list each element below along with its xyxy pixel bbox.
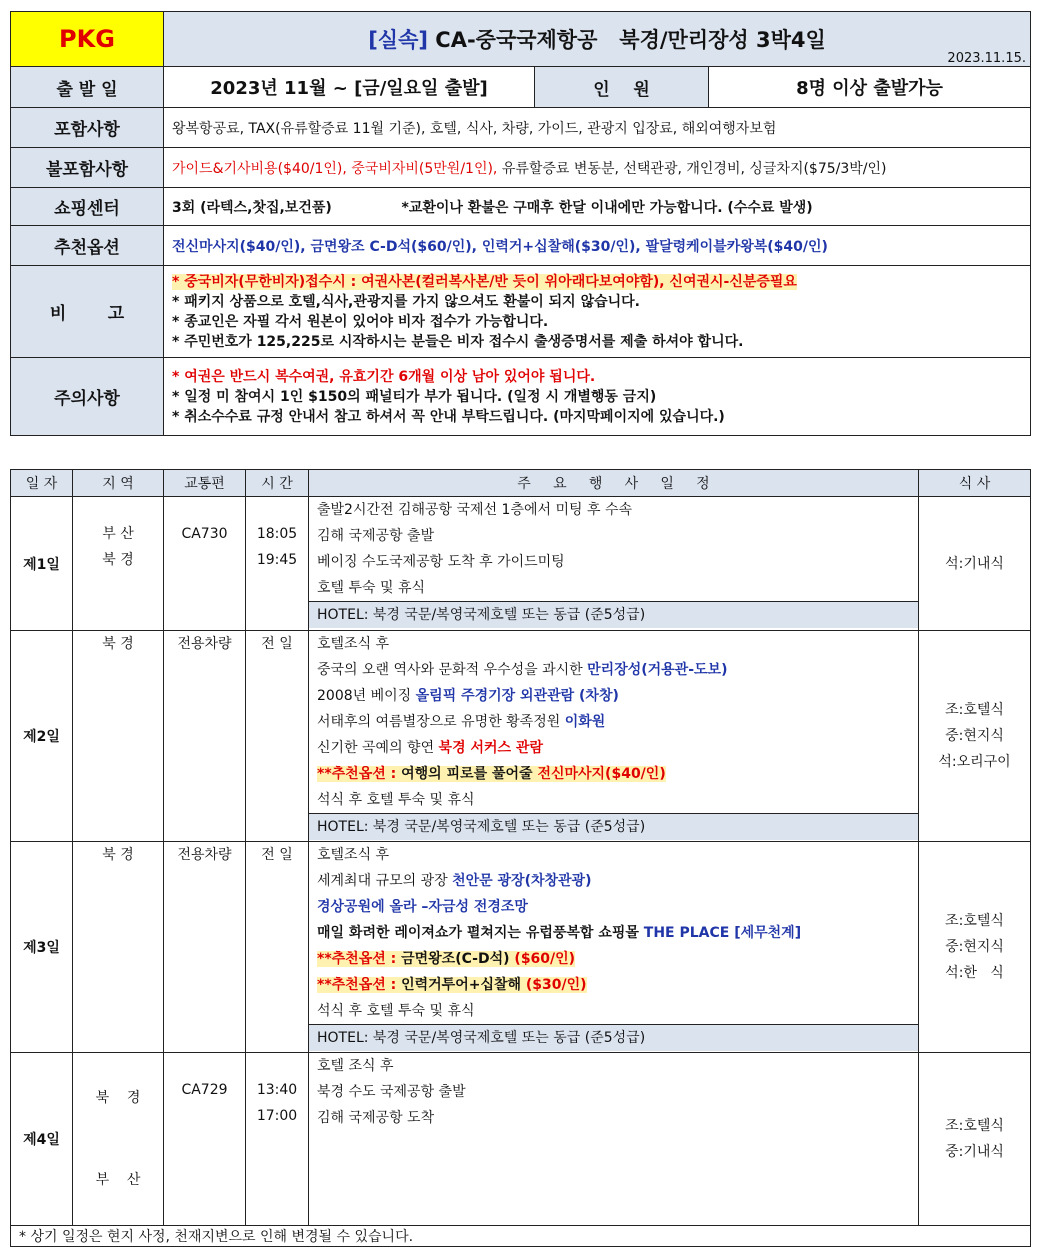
day3-meal-1: 조:호텔식 [945, 913, 1004, 929]
day1-time [246, 497, 309, 631]
day3-meal-2: 중:현지식 [945, 939, 1004, 955]
excluded-red-text: 가이드&기사비용($40/1인), 중국비자비(5만원/1인), [172, 160, 498, 177]
day2-option-label: **추천옵션 : [317, 766, 402, 782]
options-text: 전신마사지($40/인), 금면왕조 C-D석($60/인), 인력거+십찰해($30/인), 팔달령케이블카왕복($40/인) [164, 226, 1031, 266]
day3-line-7: 석식 후 호텔 투숙 및 휴식 [317, 1003, 475, 1019]
issue-date: 2023.11.15. [947, 51, 1026, 66]
day2-line-3-highlight: 올림픽 주경기장 외관관람 (차창) [415, 688, 619, 704]
day1-region [73, 497, 164, 631]
day4-time [246, 1053, 309, 1226]
people-label: 인 원 [535, 67, 709, 108]
day2-line-3 [309, 683, 918, 709]
day3-line-4 [309, 920, 918, 946]
day2-hotel: HOTEL: 북경 국문/복영국제호텔 또는 동급 (준5성급) [309, 813, 918, 840]
day3-meal [919, 842, 1031, 1053]
day3-line-4-text: 매일 화려한 레이져쇼가 펼쳐지는 유럽풍복합 쇼핑몰 [317, 925, 644, 941]
header-schedule: 주 요 행 사 일 정 [309, 470, 919, 497]
day2-activities [309, 631, 919, 842]
day1-line-3: 베이징 수도국제공항 도착 후 가이드미팅 [317, 554, 565, 570]
included-text: 왕복항공료, TAX(유류할증료 11월 기준), 호텔, 식사, 차량, 가이드, 관광지 입장료, 해외여행자보험 [164, 108, 1031, 148]
package-info-table [10, 11, 1031, 436]
day4-line-2: 북경 수도 국제공항 출발 [317, 1084, 466, 1100]
day2-region [73, 631, 164, 842]
day4-meal-1: 조:호텔식 [945, 1118, 1004, 1134]
day2-line-7: 석식 후 호텔 투숙 및 휴식 [317, 792, 475, 808]
day1-line-4: 호텔 투숙 및 휴식 [317, 580, 426, 596]
day1-label: 제1일 [11, 497, 73, 631]
day3-time [246, 842, 309, 1053]
day3-line-3: 경상공원에 올라 –자금성 전경조망 [317, 899, 528, 915]
day3-option2-price: ($30/인) [521, 977, 587, 993]
day1-activities [309, 497, 919, 631]
package-title [164, 12, 1031, 67]
day4-line-1: 호텔 조식 후 [317, 1058, 394, 1074]
day2-line-6 [309, 761, 918, 787]
day2-line-4 [309, 709, 918, 735]
remarks-line-3: * 종교인은 자필 각서 원본이 있어야 비자 접수가 가능합니다. [172, 313, 549, 330]
day1-line-2: 김해 국제공항 출발 [317, 528, 435, 544]
header-transport: 교통편 [164, 470, 246, 497]
day3-line-5 [309, 946, 918, 972]
day2-label: 제2일 [11, 631, 73, 842]
itinerary-table [10, 469, 1031, 1247]
shopping-count: 3회 (라텍스,찻집,보건품) [172, 199, 332, 216]
caution-line-3: * 취소수수료 규정 안내서 참고 하셔서 꼭 안내 부탁드립니다. (마지막페이지에 있습니다.) [172, 408, 725, 425]
header-region: 지 역 [73, 470, 164, 497]
day1-flight: CA730 [181, 526, 228, 542]
day3-option1-label: **추천옵션 : [317, 951, 402, 967]
day2-time-text: 전 일 [261, 636, 293, 652]
day1-time-dep: 18:05 [256, 526, 298, 542]
excluded-text [164, 148, 1031, 188]
day2-line-4-highlight: 이화원 [564, 714, 606, 730]
title-tag: [실속] [368, 28, 428, 52]
day3-line-2 [309, 868, 918, 894]
day2-line-4-text: 서태후의 여름별장으로 유명한 황족정원 [317, 714, 565, 730]
day4-meal-2: 중:기내식 [945, 1144, 1004, 1160]
day4-flight: CA729 [181, 1082, 228, 1098]
day4-transport [164, 1053, 246, 1226]
header-day: 일 자 [11, 470, 73, 497]
day3-row [11, 842, 1031, 1053]
caution-line-2: * 일정 미 참여시 1인 $150의 패널티가 부가 됩니다. (일정 시 개별행동 금지) [172, 388, 657, 405]
day2-meal-1: 조:호텔식 [945, 702, 1004, 718]
pkg-badge: PKG [11, 12, 164, 67]
remarks-line-1: * 중국비자(무한비자)접수시 : 여권사본(컬러복사본/반 듯이 위아래다보여야함), 신여권시-신분증필요 [172, 273, 797, 290]
departure-value: 2023년 11월 ~ [금/일요일 출발] [164, 67, 535, 108]
day2-line-5-text: 신기한 곡예의 향연 [317, 740, 439, 756]
day3-label: 제3일 [11, 842, 73, 1053]
day2-line-3-text: 2008년 베이징 [317, 688, 416, 704]
day2-meal [919, 631, 1031, 842]
day4-time-dep: 13:40 [256, 1082, 298, 1098]
day4-meal [919, 1053, 1031, 1226]
remarks-text [164, 266, 1031, 358]
day2-region-text: 북 경 [102, 636, 134, 652]
day4-line-3: 김해 국제공항 도착 [317, 1110, 435, 1126]
day2-line-2-text: 중국의 오랜 역사와 문화적 우수성을 과시한 [317, 662, 588, 678]
included-label: 포함사항 [11, 108, 164, 148]
day2-meal-3: 석:오리구이 [938, 754, 1011, 770]
shopping-note: *교환이나 환불은 구매후 한달 이내에만 가능합니다. (수수료 발생) [401, 199, 813, 216]
day3-line-6 [309, 972, 918, 998]
day3-region [73, 842, 164, 1053]
day3-line-2-text: 세계최대 규모의 광장 [317, 873, 453, 889]
options-label: 추천옵션 [11, 226, 164, 266]
excluded-label: 불포함사항 [11, 148, 164, 188]
day2-option-text: 여행의 피로를 풀어줄 [401, 766, 538, 782]
day3-hotel: HOTEL: 북경 국문/복영국제호텔 또는 동급 (준5성급) [309, 1024, 918, 1051]
day3-option2-label: **추천옵션 : [317, 977, 402, 993]
day4-region-from: 북 경 [95, 1090, 141, 1106]
day3-transport [164, 842, 246, 1053]
day3-meal-3: 석:한 식 [945, 965, 1004, 981]
day2-line-1: 호텔조식 후 [317, 636, 390, 652]
day2-line-2-highlight: 만리장성(거용관-도보) [587, 662, 728, 678]
day1-region-to: 북 경 [102, 552, 134, 568]
header-time: 시 간 [246, 470, 309, 497]
day4-row [11, 1053, 1031, 1226]
day1-transport [164, 497, 246, 631]
day2-meal-2: 중:현지식 [945, 728, 1004, 744]
day3-line-4-highlight: THE PLACE [세무천계] [643, 925, 802, 941]
remarks-label: 비 고 [11, 266, 164, 358]
day3-transport-text: 전용차량 [177, 847, 232, 863]
day2-time [246, 631, 309, 842]
shopping-text [164, 188, 1031, 226]
day4-activities [309, 1053, 919, 1226]
day4-time-arr: 17:00 [256, 1108, 298, 1124]
day3-option1-price: ($60/인) [509, 951, 576, 967]
day1-line-1: 출발2시간전 김해공항 국제선 1층에서 미팅 후 수속 [317, 502, 632, 518]
day1-row [11, 497, 1031, 631]
day1-hotel: HOTEL: 북경 국문/복영국제호텔 또는 동급 (준5성급) [309, 601, 918, 628]
day2-row [11, 631, 1031, 842]
day3-region-text: 북 경 [102, 847, 134, 863]
day1-region-from: 부 산 [102, 526, 134, 542]
day2-transport-text: 전용차량 [177, 636, 232, 652]
day3-time-text: 전 일 [261, 847, 293, 863]
day4-region [73, 1053, 164, 1226]
excluded-rest-text: 유류할증료 변동분, 선택관광, 개인경비, 싱글차지($75/3박/인) [497, 160, 887, 177]
day2-line-2 [309, 657, 918, 683]
day3-option1-text: 금면왕조(C-D석) [401, 951, 510, 967]
caution-label: 주의사항 [11, 358, 164, 436]
people-value: 8명 이상 출발가능 [709, 67, 1031, 108]
remarks-line-2: * 패키지 상품으로 호텔,식사,관광지를 가지 않으셔도 환불이 되지 않습니다. [172, 293, 640, 310]
day1-time-arr: 19:45 [256, 552, 298, 568]
day3-line-2-highlight: 천안문 광장(차창관광) [452, 873, 592, 889]
shopping-label: 쇼핑센터 [11, 188, 164, 226]
caution-text [164, 358, 1031, 436]
header-meal: 식 사 [919, 470, 1031, 497]
footnote: * 상기 일정은 현지 사정, 천재지변으로 인해 변경될 수 있습니다. [11, 1226, 1031, 1247]
day2-transport [164, 631, 246, 842]
day3-option2-text: 인력거투어+십찰해 [401, 977, 522, 993]
day2-option-price: 전신마사지($40/인) [537, 766, 666, 782]
day3-line-1: 호텔조식 후 [317, 847, 390, 863]
day2-line-5-highlight: 북경 서커스 관람 [438, 740, 543, 756]
day4-region-to: 부 산 [95, 1172, 141, 1188]
day4-label: 제4일 [11, 1053, 73, 1226]
remarks-line-4: * 주민번호가 125,225로 시작하시는 분들은 비자 접수시 출생증명서를 제출 하셔야 합니다. [172, 333, 744, 350]
day3-activities [309, 842, 919, 1053]
departure-label: 출 발 일 [11, 67, 164, 108]
day1-meal: 석:기내식 [919, 497, 1031, 631]
caution-line-1: * 여권은 반드시 복수여권, 유효기간 6개월 이상 남아 있어야 됩니다. [172, 368, 596, 385]
day2-line-5 [309, 735, 918, 761]
title-text: CA-중국국제항공 북경/만리장성 3박4일 [435, 28, 826, 52]
